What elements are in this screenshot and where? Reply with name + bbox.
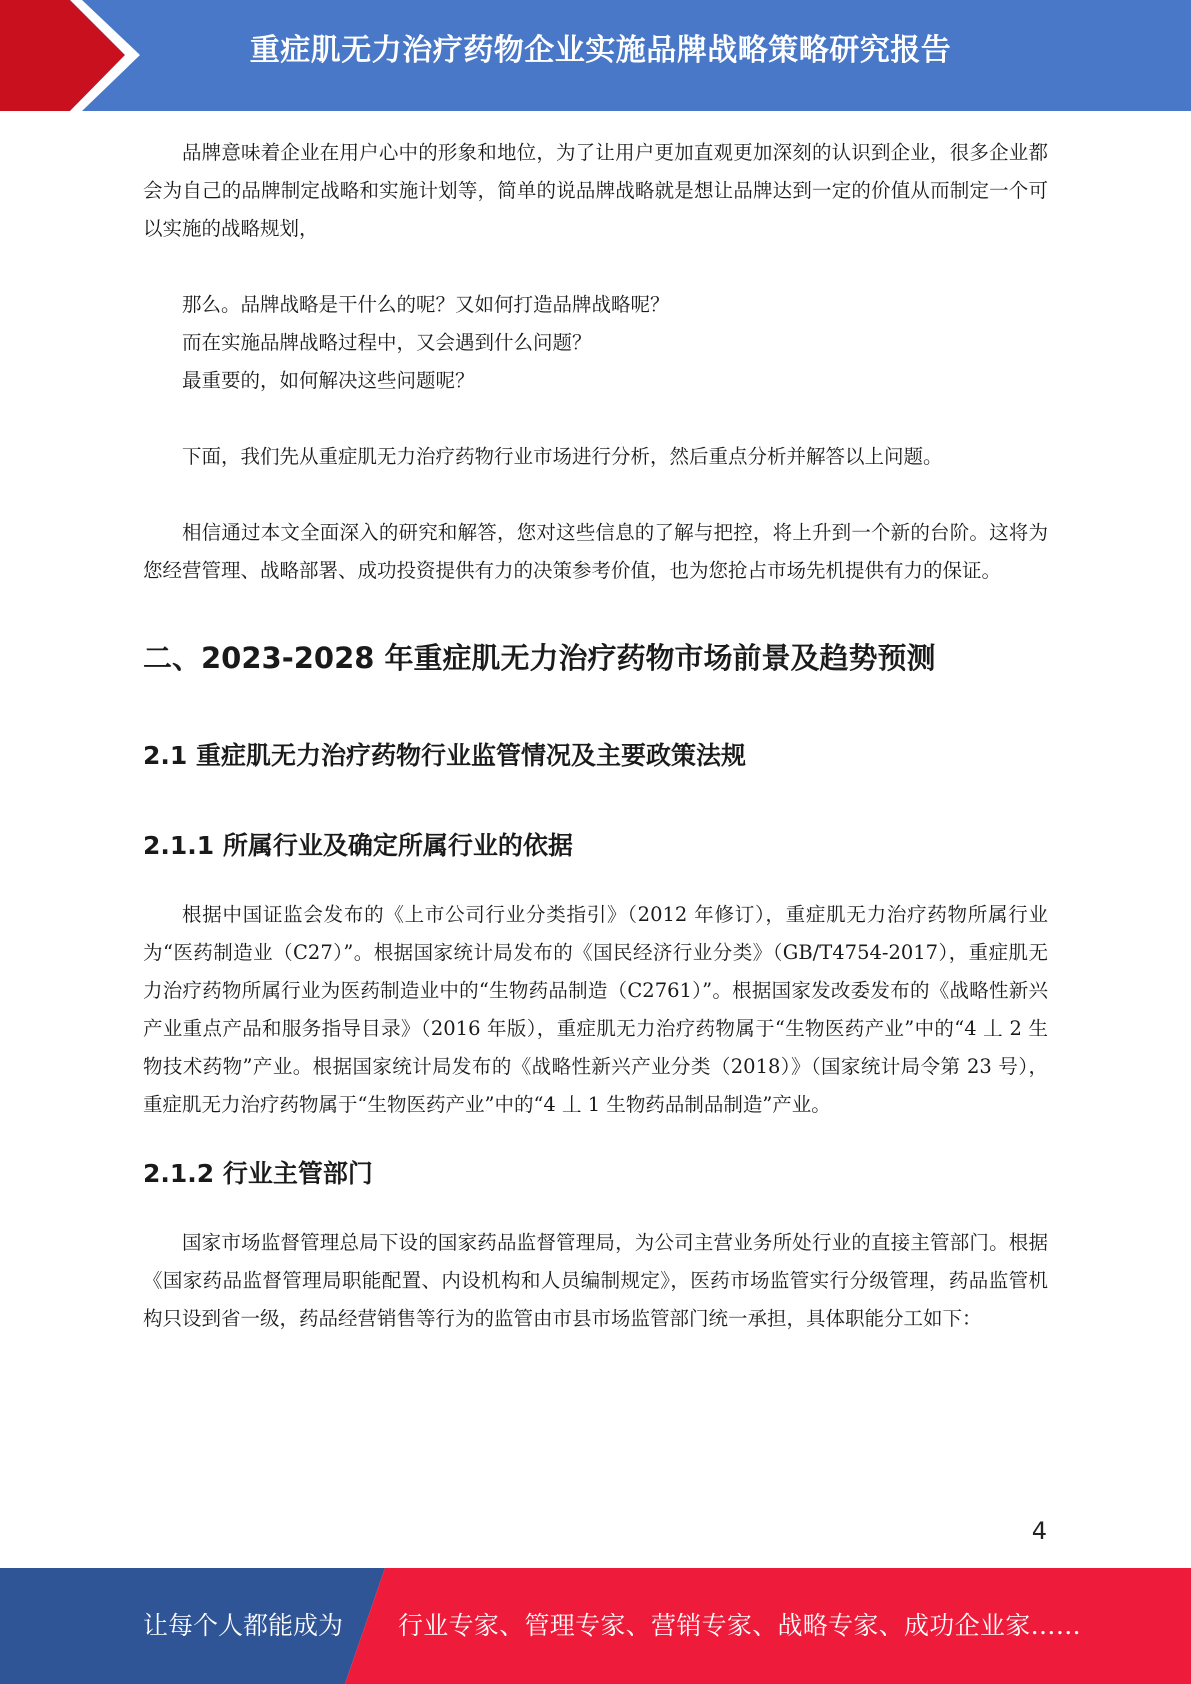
header-title: 重症肌无力治疗药物企业实施品牌战略策略研究报告: [249, 33, 952, 68]
section-2-1-2-text: 国家市场监督管理总局下设的国家药品监督管理局，为公司主营业务所处行业的直接主管部门。根据《国家药品监督管理局职能配置、内设机构和人员编制规定》，医药市场监管实行分级管理，药品监管机构只设到省一级，药品经营销售等行为的监管由市县市场监管部门统一承担，具体职能分工如下：: [143, 1231, 1048, 1330]
section-2-1-1-heading: 2.1.1 所属行业及确定所属行业的依据: [143, 831, 573, 860]
intro-question-1: 那么。品牌战略是干什么的呢？又如何打造品牌战略呢？: [182, 293, 670, 316]
section-2-1-1-text: 根据中国证监会发布的《上市公司行业分类指引》（2012 年修订），重症肌无力治疗药物所属行业为“医药制造业（C27）”。根据国家统计局发布的《国民经济行业分类》（GB/T4754-2017），重症肌无力治疗药物所属行业为医药制造业中的“生物药品制造（C2761）”。根据国家发改委发布的《战略性新兴产业重点产品和服务指导目录》（2016 年版），重症肌无力治疗药物属于“生物医药产业”中的“4 丄 2 生物技术药物”产业。根据国家统计局发布的《战略性新兴产业分类（2018）》（国家统计局令第 23 号），重症肌无力治疗药物属于“生物医药产业”中的“4 丄 1 生物药品制品制造”产业。: [143, 903, 1048, 1116]
section-2-1-2-heading: 2.1.2 行业主管部门: [143, 1159, 373, 1188]
intro-question-2: 而在实施品牌战略过程中，又会遇到什么问题？: [182, 331, 592, 354]
intro-paragraph-2: 下面，我们先从重症肌无力治疗药物行业市场进行分析，然后重点分析并解答以上问题。: [182, 445, 943, 468]
intro-paragraph-1: 品牌意味着企业在用户心中的形象和地位，为了让用户更加直观更加深刻的认识到企业，很多企业都会为自己的品牌制定战略和实施计划等，简单的说品牌战略就是想让品牌达到一定的价值从而制定一个可以实施的战略规划，: [143, 141, 1048, 240]
intro-paragraph-3: 相信通过本文全面深入的研究和解答，您对这些信息的了解与把控，将上升到一个新的台阶。这将为您经营管理、战略部署、成功投资提供有力的决策参考价值，也为您抢占市场先机提供有力的保证。: [143, 521, 1048, 582]
page-header-banner: [0, 0, 1191, 111]
section-2-1-heading: 2.1 重症肌无力治疗药物行业监管情况及主要政策法规: [143, 741, 746, 770]
footer-slogan-left: 让每个人都能成为: [143, 1611, 344, 1640]
chapter-2-heading: 二、2023-2028 年重症肌无力治疗药物市场前景及趋势预测: [143, 641, 936, 675]
footer-slogan-right: 行业专家、管理专家、营销专家、战略专家、成功企业家……: [398, 1611, 1082, 1640]
intro-question-3: 最重要的，如何解决这些问题呢？: [182, 369, 475, 392]
page-footer-banner: [0, 1568, 1191, 1684]
header-chevron-decoration: [0, 0, 160, 111]
page-number: 4: [1031, 1517, 1047, 1545]
main-content: [143, 134, 1048, 1338]
